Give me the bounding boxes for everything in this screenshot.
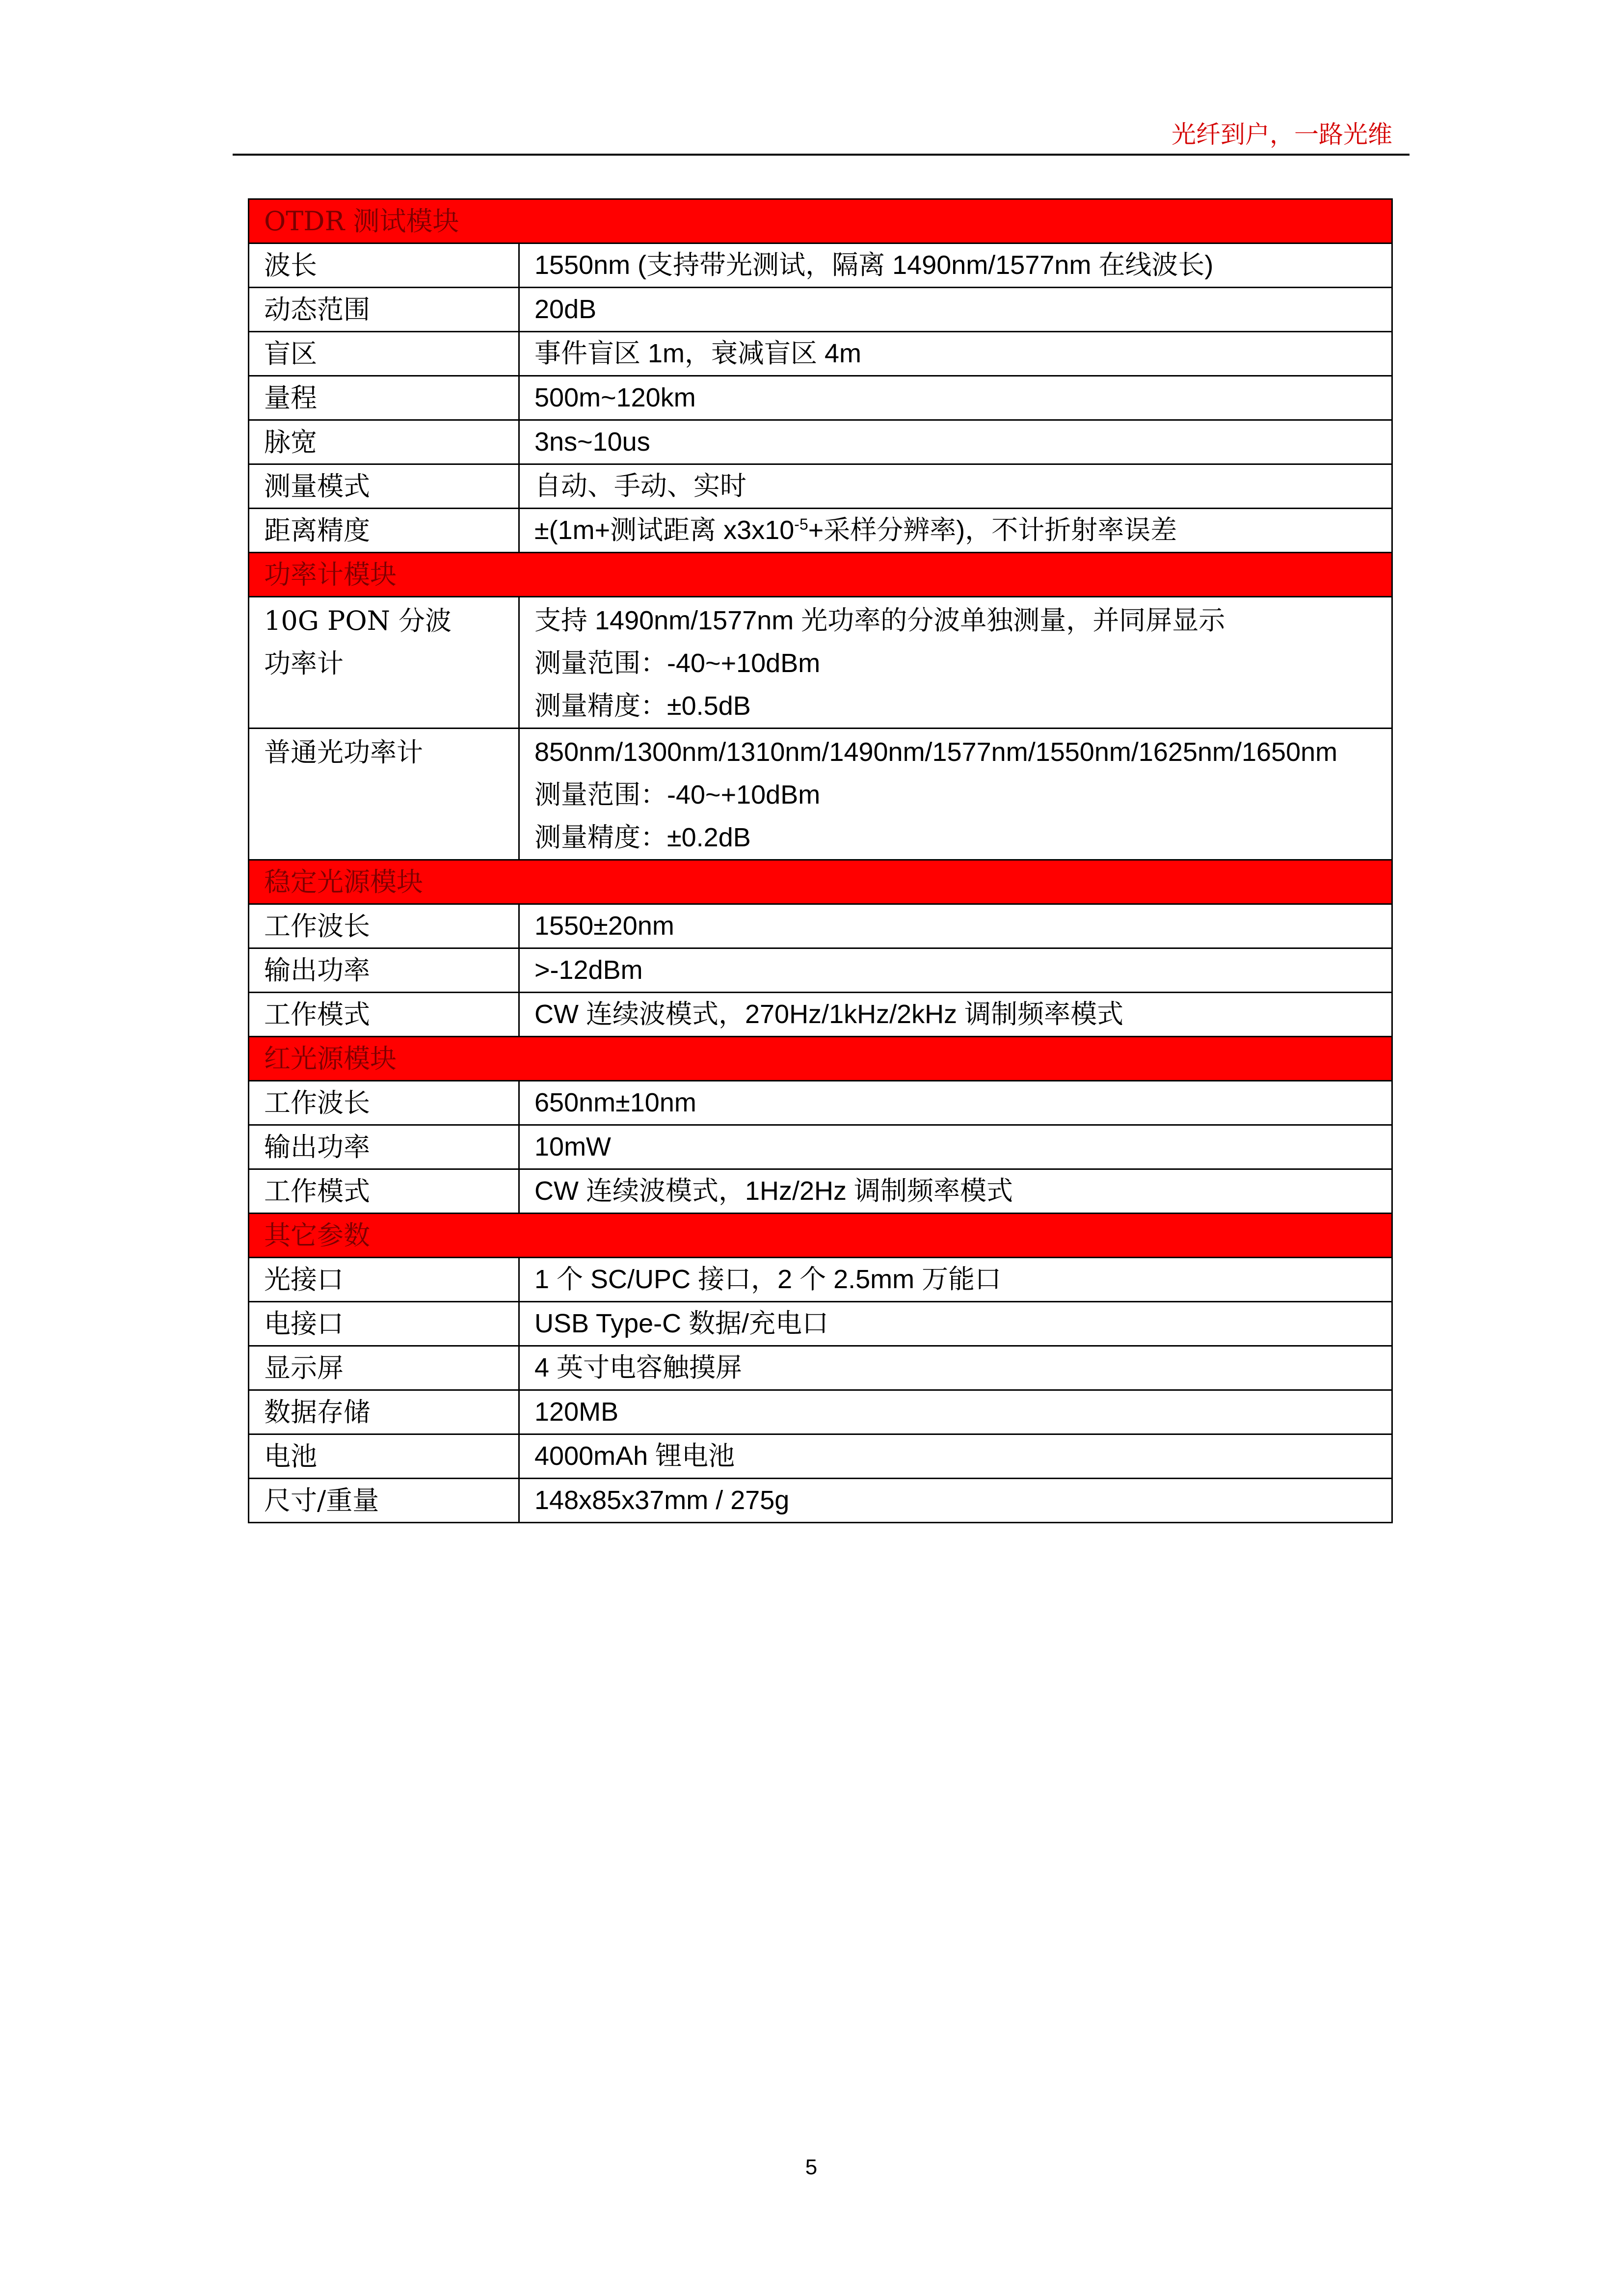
spec-label: 工作波长: [249, 1081, 519, 1125]
value-text: ±(1m+测试距离 x3x10: [534, 515, 795, 545]
section-header-red-source: [249, 1037, 1392, 1081]
spec-label: 光接口: [249, 1258, 519, 1302]
spec-table: [248, 198, 1393, 1523]
spec-value: >-12dBm: [519, 948, 1392, 993]
spec-value: 1550±20nm: [519, 904, 1392, 948]
spec-row: [249, 597, 1392, 729]
spec-row: [249, 243, 1392, 288]
header-divider: [233, 154, 1410, 156]
section-header-other: [249, 1214, 1392, 1258]
spec-row: [249, 729, 1392, 860]
spec-row: [249, 509, 1392, 553]
spec-row: [249, 948, 1392, 993]
page-number: 5: [805, 2155, 818, 2179]
spec-label: 波长: [249, 243, 519, 288]
spec-label: 输出功率: [249, 1125, 519, 1169]
spec-label: 输出功率: [249, 948, 519, 993]
spec-label: 数据存储: [249, 1390, 519, 1434]
spec-label: 距离精度: [249, 509, 519, 553]
spec-value: 20dB: [519, 288, 1392, 332]
spec-label: 尺寸/重量: [249, 1479, 519, 1523]
section-title: 其它参数: [249, 1214, 1392, 1258]
spec-row: [249, 1258, 1392, 1302]
spec-row: [249, 420, 1392, 464]
label-line: 功率计: [264, 648, 344, 679]
spec-value: 650nm±10nm: [519, 1081, 1392, 1125]
spec-value: 148x85x37mm / 275g: [519, 1479, 1392, 1523]
spec-value: 10mW: [519, 1125, 1392, 1169]
label-line: 10G PON 分波: [264, 605, 452, 636]
value-line: 测量精度：±0.5dB: [534, 691, 751, 721]
spec-label: 工作波长: [249, 904, 519, 948]
spec-row: [249, 1169, 1392, 1214]
section-title: 稳定光源模块: [249, 860, 1392, 904]
spec-value: 120MB: [519, 1390, 1392, 1434]
spec-label: [249, 597, 519, 729]
value-line: 支持 1490nm/1577nm 光功率的分波单独测量，并同屏显示: [534, 606, 1225, 635]
spec-value: 自动、手动、实时: [519, 464, 1392, 509]
spec-label: 显示屏: [249, 1346, 519, 1390]
spec-label: 电池: [249, 1434, 519, 1479]
spec-label: 电接口: [249, 1302, 519, 1346]
value-line: 测量精度：±0.2dB: [534, 823, 751, 852]
spec-value: 事件盲区 1m，衰减盲区 4m: [519, 332, 1392, 376]
exponent: -5: [794, 515, 808, 533]
spec-row: [249, 1434, 1392, 1479]
spec-label: 盲区: [249, 332, 519, 376]
spec-value: [519, 597, 1392, 729]
spec-value: 500m~120km: [519, 376, 1392, 420]
spec-value: 4 英寸电容触摸屏: [519, 1346, 1392, 1390]
value-text: +采样分辨率)，不计折射率误差: [808, 515, 1177, 545]
spec-label: 工作模式: [249, 1169, 519, 1214]
header-slogan: 光纤到户，一路光维: [1171, 120, 1392, 149]
spec-row: [249, 332, 1392, 376]
spec-row: [249, 1081, 1392, 1125]
section-header-power-meter: [249, 553, 1392, 597]
spec-row: [249, 1125, 1392, 1169]
spec-label: 普通光功率计: [249, 729, 519, 860]
spec-label: 动态范围: [249, 288, 519, 332]
spec-row: [249, 1479, 1392, 1523]
spec-row: [249, 993, 1392, 1037]
section-header-stable-source: [249, 860, 1392, 904]
spec-value: CW 连续波模式，1Hz/2Hz 调制频率模式: [519, 1169, 1392, 1214]
value-line: 850nm/1300nm/1310nm/1490nm/1577nm/1550nm/1625nm/1650nm: [534, 737, 1338, 767]
section-title: 功率计模块: [249, 553, 1392, 597]
spec-label: 量程: [249, 376, 519, 420]
spec-row: [249, 904, 1392, 948]
section-header-otdr: [249, 199, 1392, 243]
spec-value: 3ns~10us: [519, 420, 1392, 464]
spec-value: [519, 509, 1392, 553]
spec-label: 测量模式: [249, 464, 519, 509]
spec-label: 工作模式: [249, 993, 519, 1037]
spec-row: [249, 464, 1392, 509]
spec-row: [249, 1346, 1392, 1390]
section-title: OTDR 测试模块: [249, 199, 1392, 243]
spec-row: [249, 1390, 1392, 1434]
spec-row: [249, 1302, 1392, 1346]
spec-value: CW 连续波模式，270Hz/1kHz/2kHz 调制频率模式: [519, 993, 1392, 1037]
spec-row: [249, 288, 1392, 332]
spec-row: [249, 376, 1392, 420]
section-title: 红光源模块: [249, 1037, 1392, 1081]
spec-value: 1 个 SC/UPC 接口，2 个 2.5mm 万能口: [519, 1258, 1392, 1302]
value-line: 测量范围：-40~+10dBm: [534, 648, 821, 678]
spec-value: USB Type-C 数据/充电口: [519, 1302, 1392, 1346]
spec-label: 脉宽: [249, 420, 519, 464]
spec-value: [519, 729, 1392, 860]
spec-value: 4000mAh 锂电池: [519, 1434, 1392, 1479]
value-line: 测量范围：-40~+10dBm: [534, 780, 821, 810]
spec-value: 1550nm (支持带光测试，隔离 1490nm/1577nm 在线波长): [519, 243, 1392, 288]
